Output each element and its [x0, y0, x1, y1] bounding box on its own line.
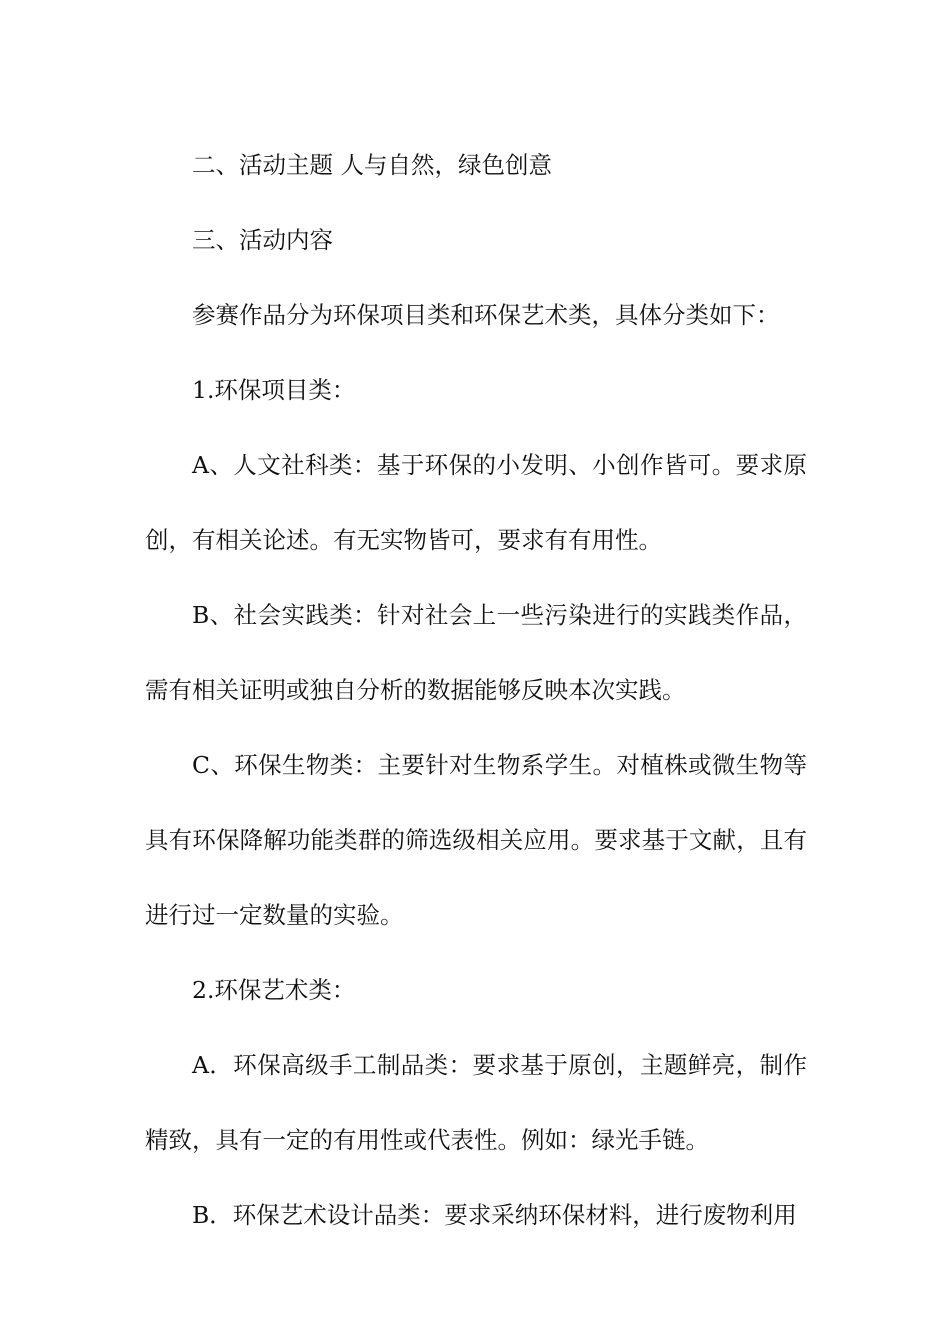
paragraph-humanities-category: A、人文社科类：基于环保的小发明、小创作皆可。要求原创，有相关论述。有无实物皆可，要求有有用性。: [145, 451, 807, 554]
paragraph-art-design-category: B．环保艺术设计品类：要求采纳环保材料，进行废物利用: [192, 1201, 797, 1229]
paragraph-handcraft-category: A．环保高级手工制品类：要求基于原创，主题鲜亮，制作精致，具有一定的有用性或代表性。例如：绿光手链。: [145, 1051, 807, 1154]
paragraph-social-practice-category: B、社会实践类：针对社会上一些污染进行的实践类作品，需有相关证明或独自分析的数据能够反映本次实践。: [145, 601, 807, 704]
paragraph-env-biology-category: C、环保生物类：主要针对生物系学生。对植株或微生物等具有环保降解功能类群的筛选级相关应用。要求基于文献，且有进行过一定数量的实验。: [145, 751, 807, 929]
paragraph-env-project-heading: 1.环保项目类：: [192, 376, 356, 404]
paragraph-entry-categories: 参赛作品分为环保项目类和环保艺术类，具体分类如下：: [192, 301, 780, 329]
paragraph-activity-theme: 二、活动主题 人与自然，绿色创意: [192, 151, 552, 179]
paragraph-activity-content-heading: 三、活动内容: [192, 226, 333, 254]
paragraph-env-art-heading: 2.环保艺术类：: [192, 976, 356, 1004]
document-body: [145, 128, 807, 1253]
